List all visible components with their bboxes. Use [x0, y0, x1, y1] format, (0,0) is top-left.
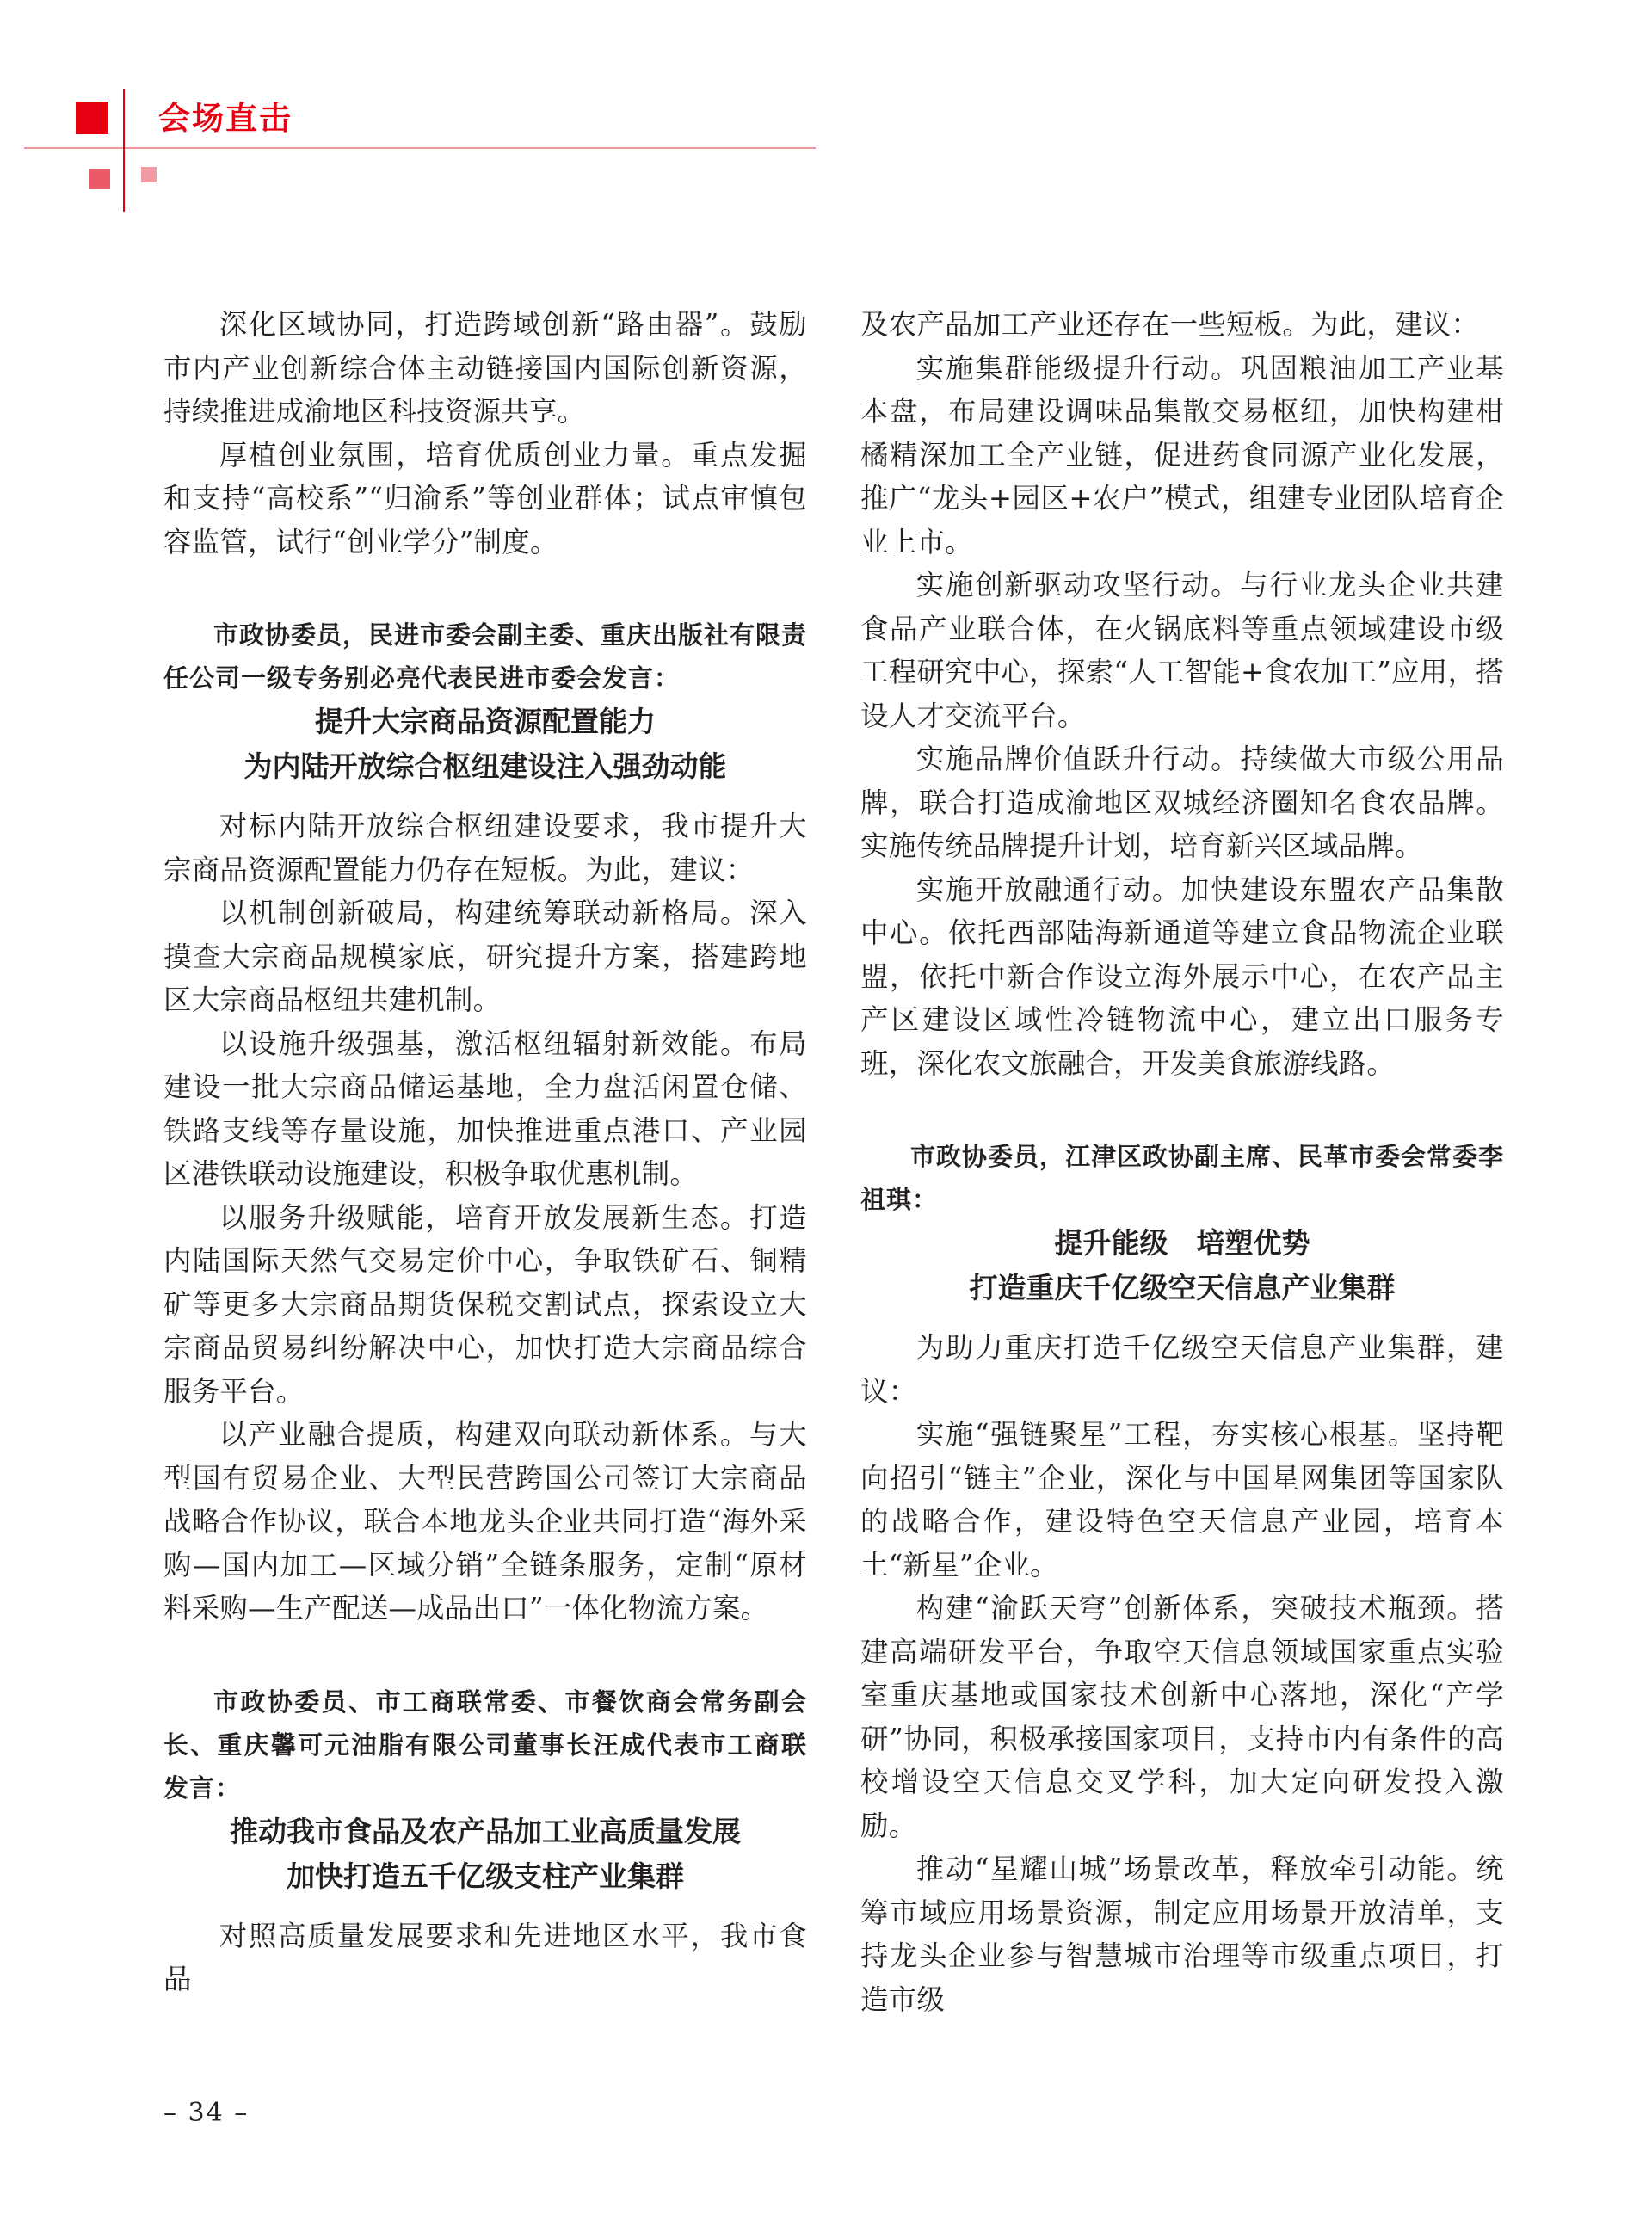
header-light-pink-square-icon	[141, 167, 157, 182]
body-paragraph: 为助力重庆打造千亿级空天信息产业集群，建议：	[860, 1331, 1504, 1408]
section-title: 会场直击	[158, 100, 293, 137]
body-paragraph: 对照高质量发展要求和先进地区水平，我市食品	[163, 1919, 807, 1995]
body-paragraph: 构建“渝跃天穹”创新体系，突破技术瓶颈。搭建高端研发平台，争取空天信息领域国家重点实验室重庆基地或国家技术创新中心落地，深化“产学研”协同，积极承接国家项目，支持市内有条件的高校增设空天信息交叉学科，加大定向研发投入激励。	[860, 1592, 1504, 1842]
header-pink-square-icon	[89, 169, 110, 189]
speaker-intro: 市政协委员，江津区政协副主席、民革市委会常委李祖琪：	[860, 1142, 1505, 1214]
right-column	[860, 303, 1504, 2021]
body-paragraph: 实施开放融通行动。加快建设东盟农产品集散中心。依托西部陆海新通道等建立食品物流企业联盟，依托中新合作设立海外展示中心，在农产品主产区建设区域性冷链物流中心，建立出口服务专班，深化农文旅融合，开发美食旅游线路。	[860, 873, 1504, 1080]
left-column	[163, 303, 807, 2001]
body-paragraph: 实施品牌价值跃升行动。持续做大市级公用品牌，联合打造成渝地区双城经济圈知名食农品牌。实施传统品牌提升计划，培育新兴区域品牌。	[860, 743, 1504, 862]
body-paragraph: 对标内陆开放综合枢纽建设要求，我市提升大宗商品资源配置能力仍存在短板。为此，建议：	[163, 810, 807, 886]
speech-title-line2: 加快打造五千亿级支柱产业集群	[287, 1859, 684, 1893]
header-red-square-icon	[76, 102, 108, 134]
speaker-intro: 市政协委员、市工商联常委、市餐饮商会常务副会长、重庆馨可元油脂有限公司董事长汪成代表市工商联发言：	[163, 1686, 807, 1803]
body-paragraph: 以机制创新破局，构建统筹联动新格局。深入摸查大宗商品规模家底，研究提升方案，搭建跨地区大宗商品枢纽共建机制。	[163, 897, 807, 1016]
body-paragraph: 厚植创业氛围，培育优质创业力量。重点发掘和支持“高校系”“归渝系”等创业群体；试点审慎包容监管，试行“创业学分”制度。	[163, 438, 807, 558]
body-paragraph: 以产业融合提质，构建双向联动新体系。与大型国有贸易企业、大型民营跨国公司签订大宗商品战略合作协议，联合本地龙头企业共同打造“海外采购—国内加工—区域分销”全链条服务，定制“原材料采购—生产配送—成品出口”一体化物流方案。	[163, 1418, 807, 1625]
body-paragraph: 实施集群能级提升行动。巩固粮油加工产业基本盘，布局建设调味品集散交易枢纽，加快构建柑橘精深加工全产业链，促进药食同源产业化发展，推广“龙头+园区+农户”模式，组建专业团队培育企业上市。	[860, 351, 1504, 558]
speech-title-line2: 为内陆开放综合枢纽建设注入强劲动能	[243, 749, 727, 783]
body-paragraph: 以服务升级赋能，培育开放发展新生态。打造内陆国际天然气交易定价中心，争取铁矿石、铜精矿等更多大宗商品期货保税交割试点，探索设立大宗商品贸易纠纷解决中心，加快打造大宗商品综合服务平台。	[163, 1200, 807, 1408]
speech-title-line1: 推动我市食品及农产品加工业高质量发展	[230, 1814, 741, 1848]
body-paragraph-continued: 及农产品加工产业还存在一些短板。为此，建议：	[860, 308, 1480, 341]
body-paragraph: 实施“强链聚星”工程，夯实核心根基。坚持靶向招引“链主”企业，深化与中国星网集团等国家队的战略合作，建设特色空天信息产业园，培育本土“新星”企业。	[860, 1418, 1504, 1582]
header-rule	[24, 147, 816, 149]
body-paragraph: 实施创新驱动攻坚行动。与行业龙头企业共建食品产业联合体，在火锅底料等重点领域建设市级工程研究中心，探索“人工智能+食农加工”应用，搭设人才交流平台。	[860, 569, 1504, 732]
speech-title-line1: 提升能级 培塑优势	[1054, 1226, 1310, 1260]
speaker-intro: 市政协委员，民进市委会副主委、重庆出版社有限责任公司一级专务别必亮代表民进市委会发言：	[163, 620, 808, 693]
page-number: – 34 –	[163, 2098, 250, 2128]
header-vertical-rule	[123, 89, 125, 212]
speech-title-line2: 打造重庆千亿级空天信息产业集群	[969, 1271, 1396, 1304]
body-paragraph: 推动“星耀山城”场景改革，释放牵引动能。统筹市域应用场景资源，制定应用场景开放清单，支持龙头企业参与智慧城市治理等市级重点项目，打造市级	[860, 1853, 1504, 2016]
speech-title-line1: 提升大宗商品资源配置能力	[315, 705, 656, 738]
body-paragraph: 以设施升级强基，激活枢纽辐射新效能。布局建设一批大宗商品储运基地，全力盘活闲置仓储、铁路支线等存量设施，加快推进重点港口、产业园区港铁联动设施建设，积极争取优惠机制。	[163, 1027, 807, 1190]
body-paragraph: 深化区域协同，打造跨域创新“路由器”。鼓励市内产业创新综合体主动链接国内国际创新资源，持续推进成渝地区科技资源共享。	[163, 308, 807, 428]
